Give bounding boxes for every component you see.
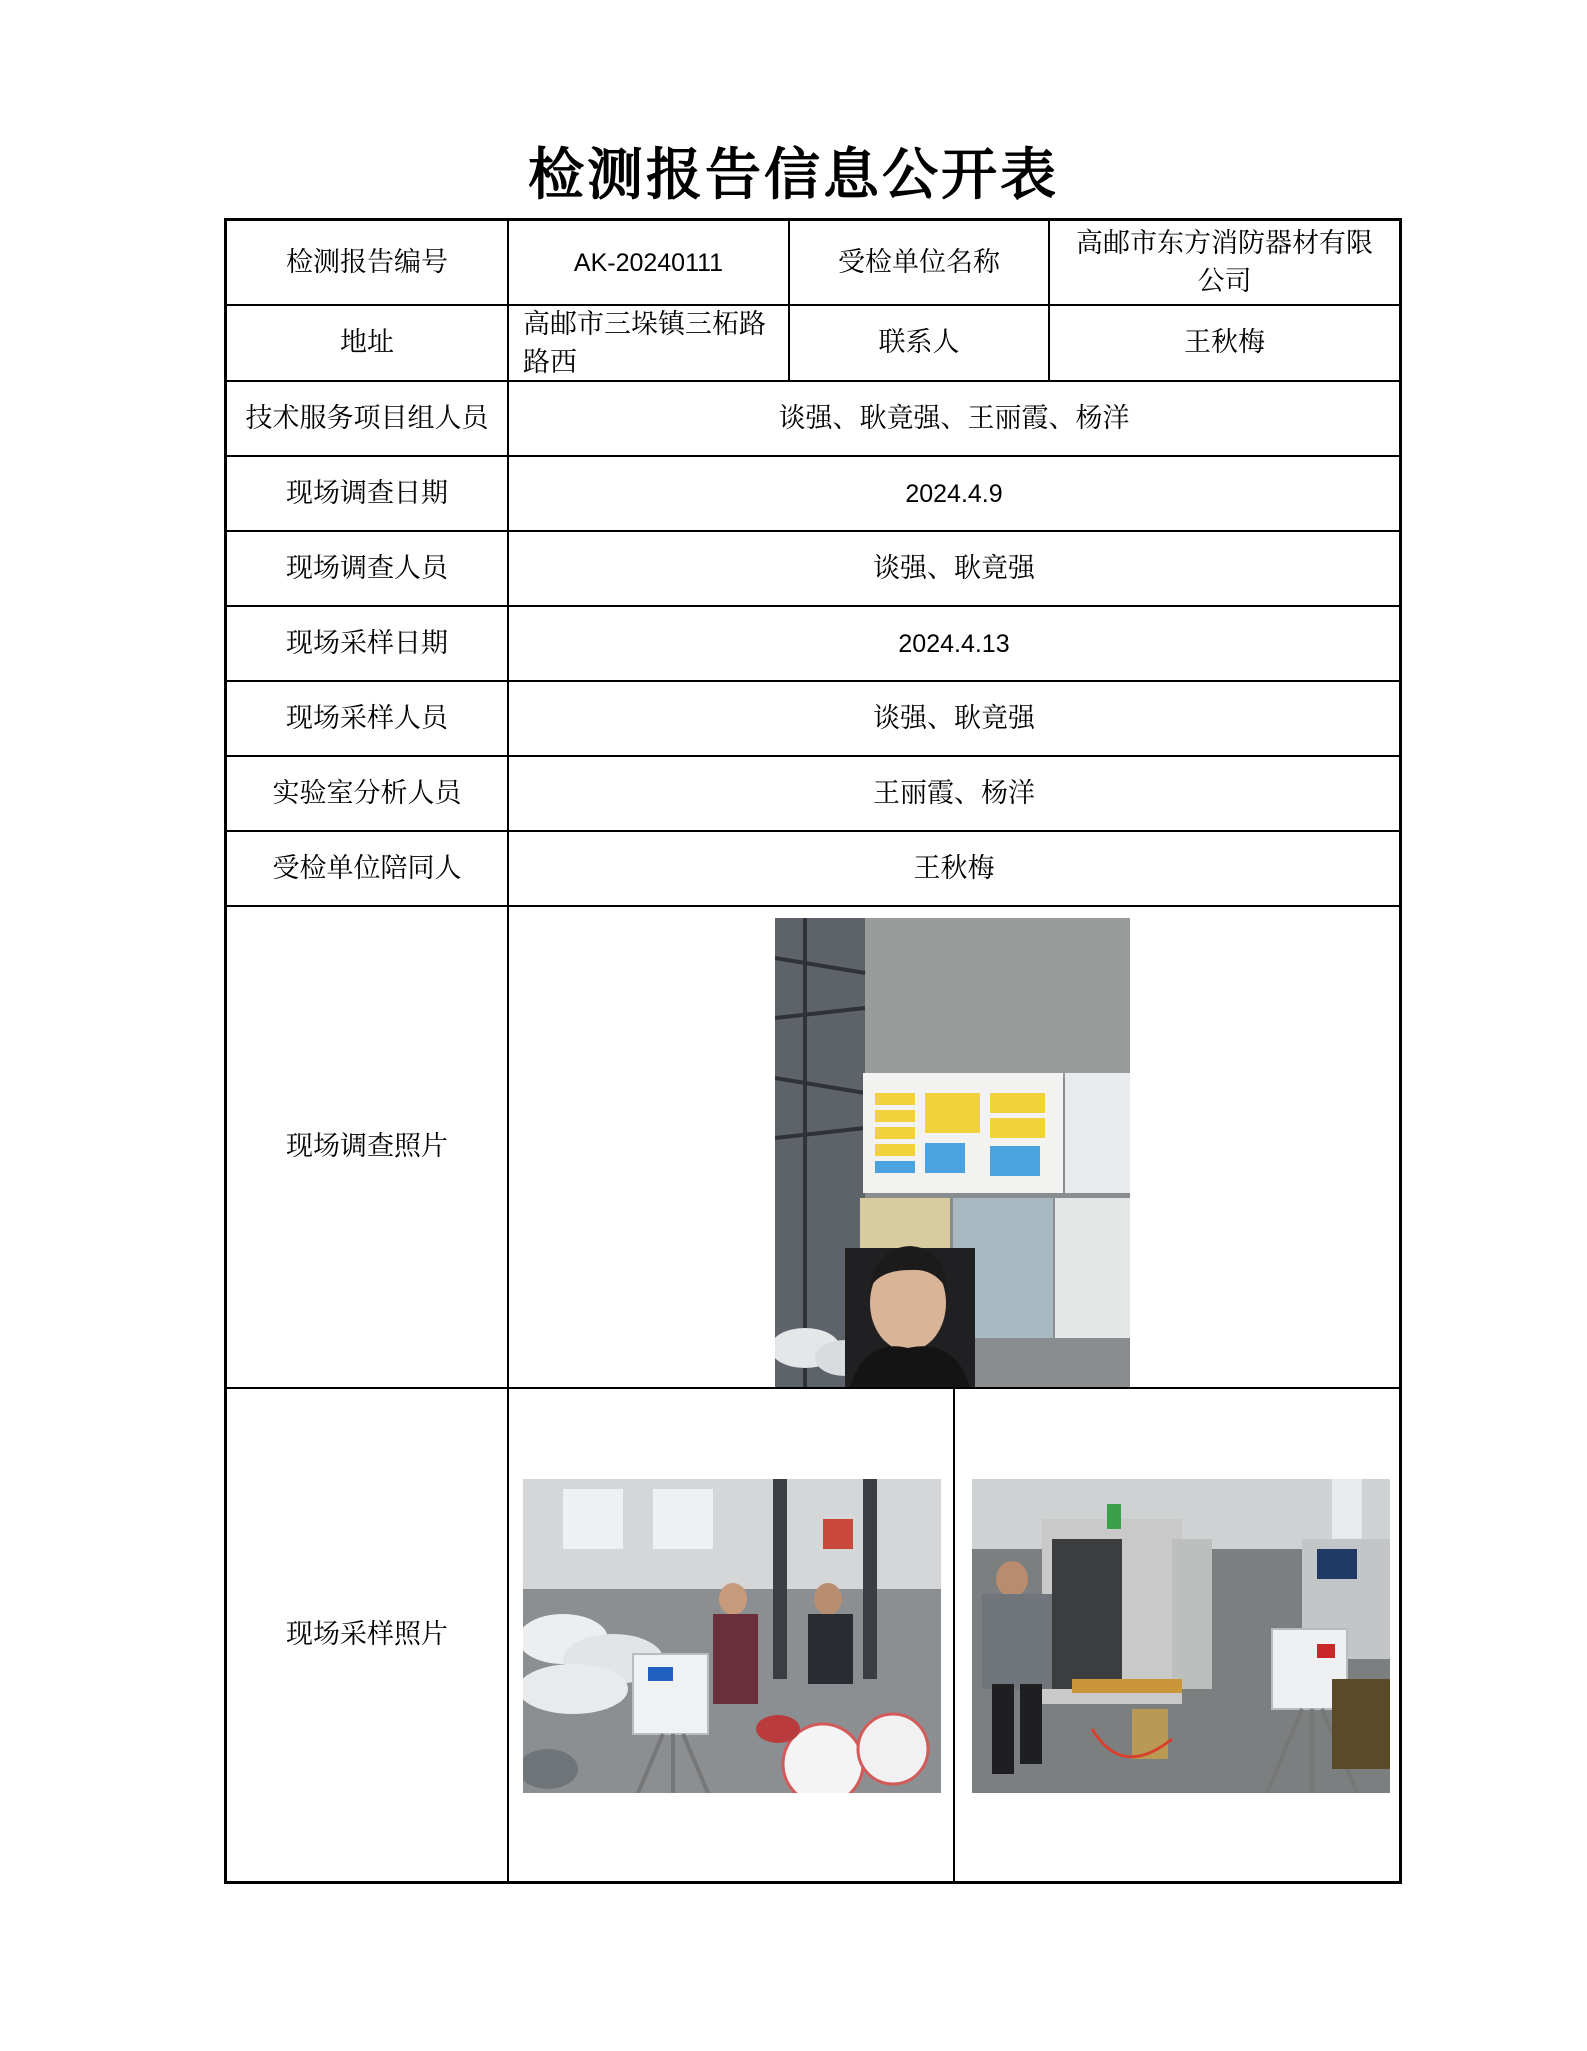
- address-line1: 高邮市三垛镇三柘路: [523, 309, 766, 340]
- sampling-photo-2: [972, 1479, 1390, 1793]
- unit-name-line2: 公司: [1197, 265, 1252, 297]
- sampling-photo-1: [523, 1479, 941, 1793]
- row-value: 谈强、耿竟强: [873, 702, 1035, 734]
- unit-name-line1: 高邮市东方消防器材有限: [1076, 227, 1373, 259]
- row-label: 现场调查人员: [286, 552, 448, 584]
- sampling-photo-label: 现场采样照片: [286, 1619, 448, 1650]
- survey-photo-label: 现场调查照片: [286, 1131, 448, 1162]
- unit-name-label: 受检单位名称: [838, 246, 1000, 278]
- row-label: 现场采样人员: [286, 702, 448, 734]
- row-label: 现场调查日期: [286, 477, 448, 509]
- report-info-table: [224, 218, 1402, 1884]
- row-value: 王丽霞、杨洋: [873, 777, 1035, 809]
- row-value: 王秋梅: [913, 852, 995, 884]
- row-value: 2024.4.9: [905, 479, 1003, 508]
- report-number-label: 检测报告编号: [286, 246, 448, 278]
- row-label: 实验室分析人员: [272, 777, 462, 809]
- row-label: 技术服务项目组人员: [245, 402, 489, 434]
- address-label: 地址: [340, 327, 394, 358]
- survey-photo: [775, 918, 1130, 1387]
- address-line2: 路西: [523, 347, 577, 378]
- row-value: 谈强、耿竟强、王丽霞、杨洋: [778, 402, 1130, 434]
- address-value: [509, 306, 788, 380]
- page-title: 检测报告信息公开表: [528, 142, 1059, 208]
- unit-name-value: [1050, 221, 1399, 304]
- report-number-value: AK-20240111: [573, 248, 724, 277]
- row-label: 现场采样日期: [286, 627, 448, 659]
- row-label: 受检单位陪同人: [272, 852, 462, 884]
- contact-value: 王秋梅: [1184, 327, 1265, 358]
- row-value: 谈强、耿竟强: [873, 552, 1035, 584]
- contact-label: 联系人: [878, 327, 960, 358]
- row-value: 2024.4.13: [898, 629, 1010, 658]
